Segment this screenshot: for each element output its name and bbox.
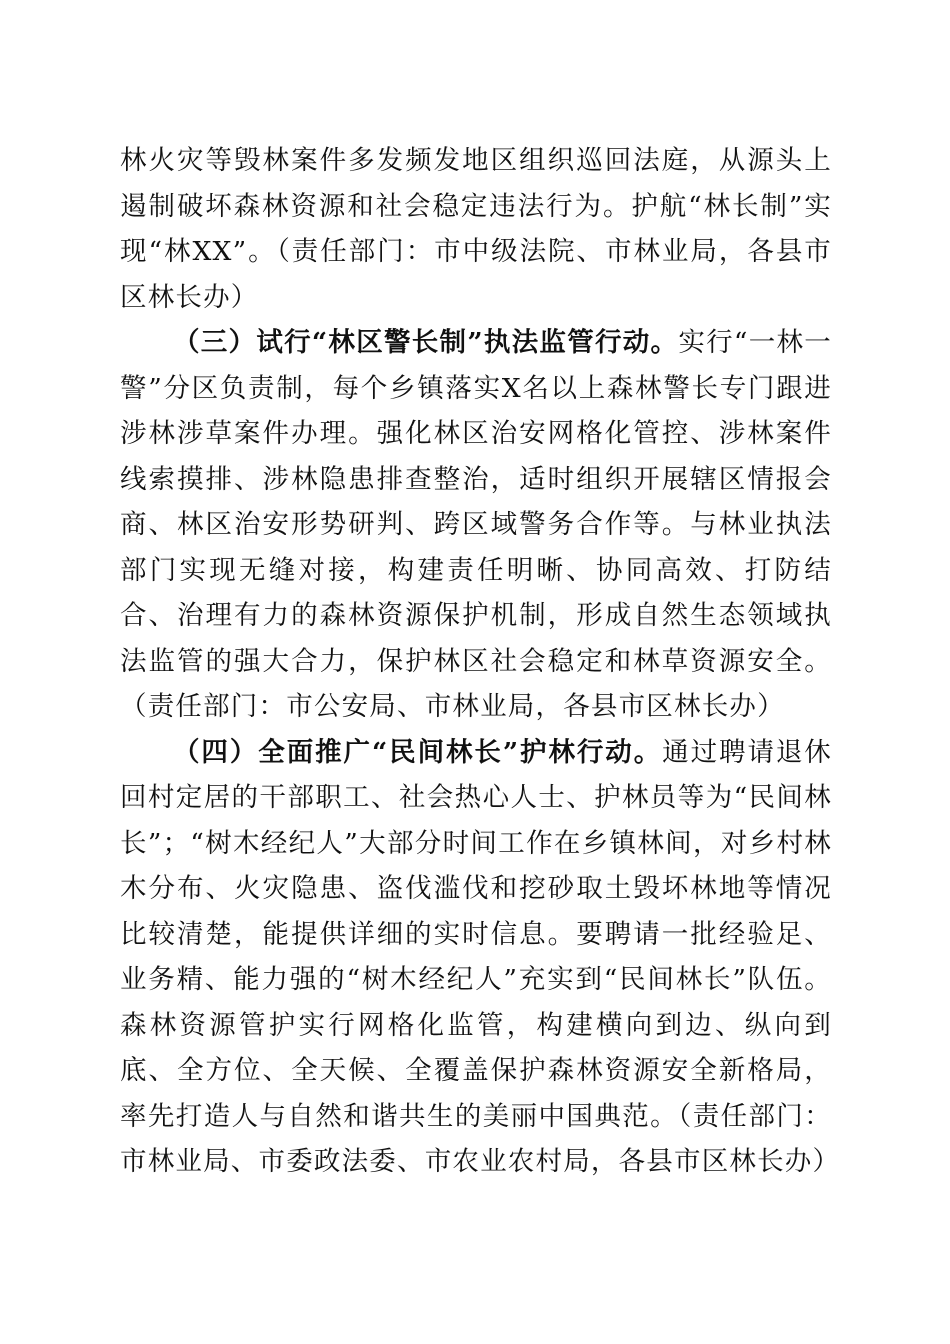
paragraph-text: 林火灾等毁林案件多发频发地区组织巡回法庭，从源头上遏制破坏森林资源和社会稳定违法行为。护航“林长制”实现“林XX”。（责任部门：市中级法院、市林业局，各县市区林长办） [120,145,832,313]
paragraph-text: 实行“一林一警”分区负责制，每个乡镇落实X名以上森林警长专门跟进涉林涉草案件办理。强化林区治安网格化管控、涉林案件线索摸排、涉林隐患排查整治，适时组织开展辖区情报会商、林区治安形势研判、跨区域警务合作等。与林业执法部门实现无缝对接，构建责任明晰、协同高效、打防结合、治理有力的森林资源保护机制，形成自然生态领域执法监管的强大合力，保护林区社会稳定和林草资源安全。（责任部门：市公安局、市林业局，各县市区林长办） [120,327,832,722]
document-body [120,138,841,1185]
paragraph-text: 通过聘请退休回村定居的干部职工、社会热心人士、护林员等为“民间林长”；“树木经纪人”大部分时间工作在乡镇林间，对乡村林木分布、火灾隐患、盗伐滥伐和挖砂取土毁坏林地等情况比较清楚，能提供详细的实时信息。要聘请一批经验足、业务精、能力强的“树木经纪人”充实到“民间林长”队伍。森林资源管护实行网格化监管，构建横向到边、纵向到底、全方位、全天候、全覆盖保护森林资源安全新格局，率先打造人与自然和谐共生的美丽中国典范。（责任部门：市林业局、市委政法委、市农业农村局，各县市区林长办） [120,736,841,1177]
paragraph-section-3 [120,320,832,730]
section-heading: （三）试行“林区警长制”执法监管行动。 [173,327,679,358]
section-heading: （四）全面推广“民间林长”护林行动。 [173,736,663,768]
paragraph-continued [120,138,832,320]
paragraph-section-4 [120,730,841,1185]
